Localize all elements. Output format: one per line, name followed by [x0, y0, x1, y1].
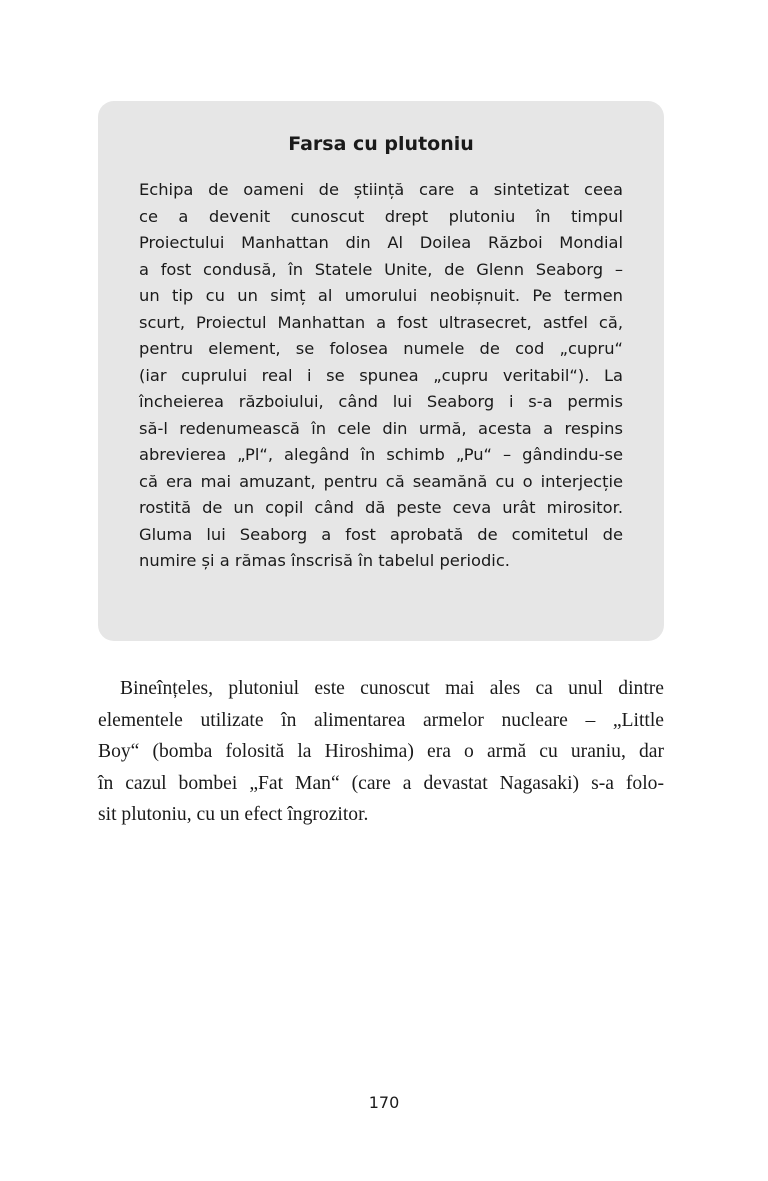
body-line: Bineînțeles, plutoniul este cunoscut mai ales ca unul dintre	[120, 678, 664, 699]
sidebar-line: un tip cu un simț al umorului neobișnuit. Pe termen	[139, 286, 623, 305]
sidebar-line: (iar cuprului real i se spunea „cupru veritabil“). La	[139, 365, 623, 385]
sidebar-line: că era mai amuzant, pentru că seamănă cu o interjecție	[139, 471, 623, 491]
sidebar-line: rostită de un copil când dă peste ceva urât mirositor.	[139, 498, 623, 517]
sidebar-box	[98, 101, 664, 641]
sidebar-line: scurt, Proiectul Manhattan a fost ultrasecret, astfel că,	[139, 312, 623, 332]
sidebar-line: a fost condusă, în Statele Unite, de Glenn Seaborg –	[139, 259, 623, 279]
sidebar-line: Echipa de oameni de știință care a sintetizat ceea	[139, 180, 623, 199]
body-paragraph	[98, 673, 664, 831]
sidebar-line: ce a devenit cunoscut drept plutoniu în timpul	[139, 206, 623, 226]
body-line: în cazul bombei „Fat Man“ (care a devastat Nagasaki) s-a folo-	[98, 772, 664, 794]
body-line: sit plutoniu, cu un efect îngrozitor.	[98, 804, 369, 825]
sidebar-line: abrevierea „Pl“, alegând în schimb „Pu“ – gândindu-se	[139, 445, 623, 464]
body-line: Boy“ (bomba folosită la Hiroshima) era o armă cu uraniu, dar	[98, 741, 664, 762]
sidebar-line: Gluma lui Seaborg a fost aprobată de comitetul de	[139, 524, 623, 544]
body-line: elementele utilizate în alimentarea armelor nucleare – „Little	[98, 709, 664, 731]
sidebar-line: numire și a rămas înscrisă în tabelul periodic.	[139, 551, 510, 570]
sidebar-line: încheierea războiului, când lui Seaborg i s-a permis	[139, 392, 623, 411]
sidebar-line: să-l redenumească în cele din urmă, acesta a respins	[139, 418, 623, 438]
sidebar-line: pentru element, se folosea numele de cod „cupru“	[139, 339, 623, 358]
page-number: 170	[368, 1093, 400, 1112]
sidebar-line: Proiectului Manhattan din Al Doilea Război Mondial	[139, 233, 623, 252]
sidebar-title: Farsa cu plutoniu	[288, 133, 474, 155]
